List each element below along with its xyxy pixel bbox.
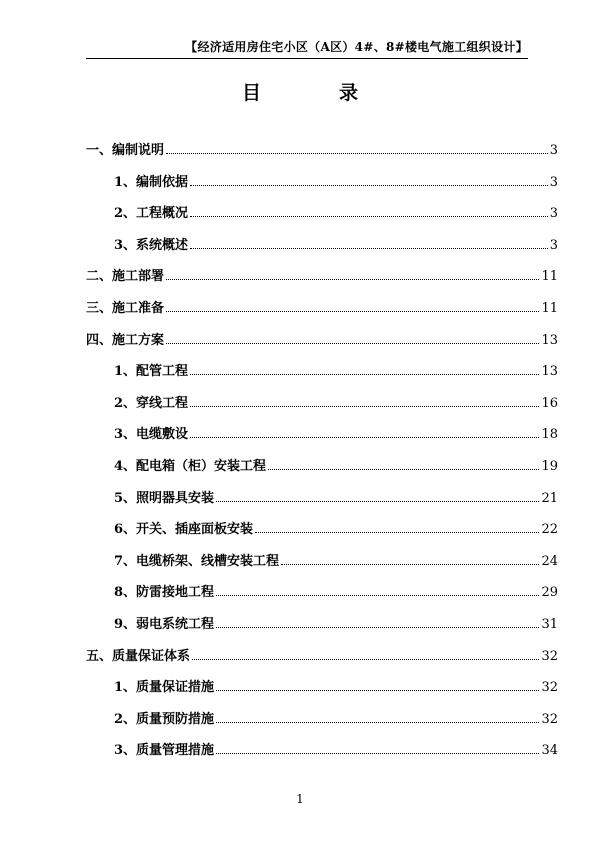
toc-entry-page: 3 [549, 237, 558, 253]
toc-entry-page: 3 [549, 143, 558, 158]
toc-entry-page: 24 [541, 553, 558, 569]
toc-entry-label: 2、工程概况 [114, 206, 189, 222]
toc-entry[interactable] [86, 740, 558, 758]
toc-leader-dots [255, 531, 539, 533]
toc-entry[interactable] [86, 172, 558, 190]
toc-entry-page: 13 [541, 364, 558, 380]
toc-entry[interactable] [86, 614, 558, 632]
toc-leader-dots [216, 721, 539, 723]
toc-entry-label: 3、系统概述 [114, 237, 189, 253]
toc-entry-page: 18 [541, 427, 558, 443]
page-number: 1 [296, 792, 304, 806]
toc-leader-dots [166, 152, 548, 154]
toc-entry-label: 3、质量管理措施 [114, 743, 215, 759]
toc-entry-page: 3 [549, 206, 558, 222]
toc-leader-dots [281, 563, 539, 565]
toc-entry-label: 一、编制说明 [86, 143, 165, 158]
toc-entry-page: 13 [541, 332, 558, 348]
toc-entry-page: 21 [541, 490, 558, 506]
toc-entry[interactable] [86, 203, 558, 221]
toc-leader-dots [268, 468, 539, 470]
toc-entry[interactable] [86, 582, 558, 600]
toc-entry-page: 34 [541, 743, 558, 759]
toc-leader-dots [192, 658, 539, 660]
toc-leader-dots [190, 247, 548, 249]
toc-entry[interactable] [86, 298, 558, 316]
toc-entry-label: 五、质量保证体系 [86, 648, 191, 664]
toc-entry-label: 1、配管工程 [114, 364, 189, 380]
toc-entry-page: 32 [541, 680, 558, 696]
toc-entry-label: 三、施工准备 [86, 301, 165, 316]
toc-entry-page: 22 [541, 522, 558, 538]
toc-leader-dots [216, 500, 539, 502]
toc-title-left: 目 [241, 82, 261, 104]
toc-entry-label: 7、电缆桥架、线槽安装工程 [114, 553, 280, 569]
toc-entry-label: 6、开关、插座面板安装 [114, 522, 254, 538]
toc-entry-page: 32 [541, 648, 558, 664]
toc-entry-page: 32 [541, 711, 558, 727]
toc-entry[interactable] [86, 266, 558, 284]
toc-entry-label: 3、电缆敷设 [114, 427, 189, 443]
toc-entry-page: 3 [549, 174, 558, 190]
toc-entry[interactable] [86, 424, 558, 442]
toc-entry-page: 29 [541, 585, 558, 601]
toc-entry-page: 11 [541, 301, 558, 316]
toc-leader-dots [216, 752, 539, 754]
running-header: 【经济适用房住宅小区（A区）4#、8#楼电气施工组织设计】 [185, 40, 528, 54]
toc-entry-page: 11 [541, 269, 558, 285]
toc-leader-dots [166, 278, 539, 280]
toc-leader-dots [216, 626, 539, 628]
toc-entry-label: 二、施工部署 [86, 269, 165, 285]
toc-entry-label: 5、照明器具安装 [114, 490, 215, 506]
toc-entry-page: 31 [541, 617, 558, 632]
toc-entry-label: 2、穿线工程 [114, 395, 189, 411]
toc-entry-page: 16 [541, 395, 558, 411]
toc-entry[interactable] [86, 330, 558, 348]
toc-entry[interactable] [86, 551, 558, 569]
toc-leader-dots [166, 310, 539, 312]
toc-title-right: 录 [339, 82, 359, 104]
toc-leader-dots [216, 594, 539, 596]
toc-entry-label: 8、防雷接地工程 [114, 585, 215, 601]
toc-entry[interactable] [86, 646, 558, 664]
toc-entry[interactable] [86, 140, 558, 158]
header-rule [86, 58, 528, 59]
toc-leader-dots [190, 215, 548, 217]
toc-leader-dots [190, 405, 539, 407]
toc-entry[interactable] [86, 488, 558, 506]
toc-entry[interactable] [86, 677, 558, 695]
toc-leader-dots [190, 373, 539, 375]
toc-entry[interactable] [86, 456, 558, 474]
toc-entry-label: 四、施工方案 [86, 332, 165, 348]
toc-entry[interactable] [86, 519, 558, 537]
toc-leader-dots [166, 342, 539, 344]
toc-entry-label: 4、配电箱（柜）安装工程 [114, 459, 267, 474]
toc-title [0, 78, 600, 105]
toc-entry-label: 2、质量预防措施 [114, 711, 215, 727]
toc-entry-label: 1、编制依据 [114, 174, 189, 190]
toc-leader-dots [216, 689, 539, 691]
toc-entry[interactable] [86, 361, 558, 379]
toc-entry-label: 9、弱电系统工程 [114, 617, 215, 632]
toc-entry-label: 1、质量保证措施 [114, 680, 215, 696]
toc-entry[interactable] [86, 709, 558, 727]
toc-entry[interactable] [86, 393, 558, 411]
toc-leader-dots [190, 436, 539, 438]
toc-entry-page: 19 [541, 459, 558, 474]
toc-leader-dots [190, 184, 548, 186]
toc-entry[interactable] [86, 235, 558, 253]
